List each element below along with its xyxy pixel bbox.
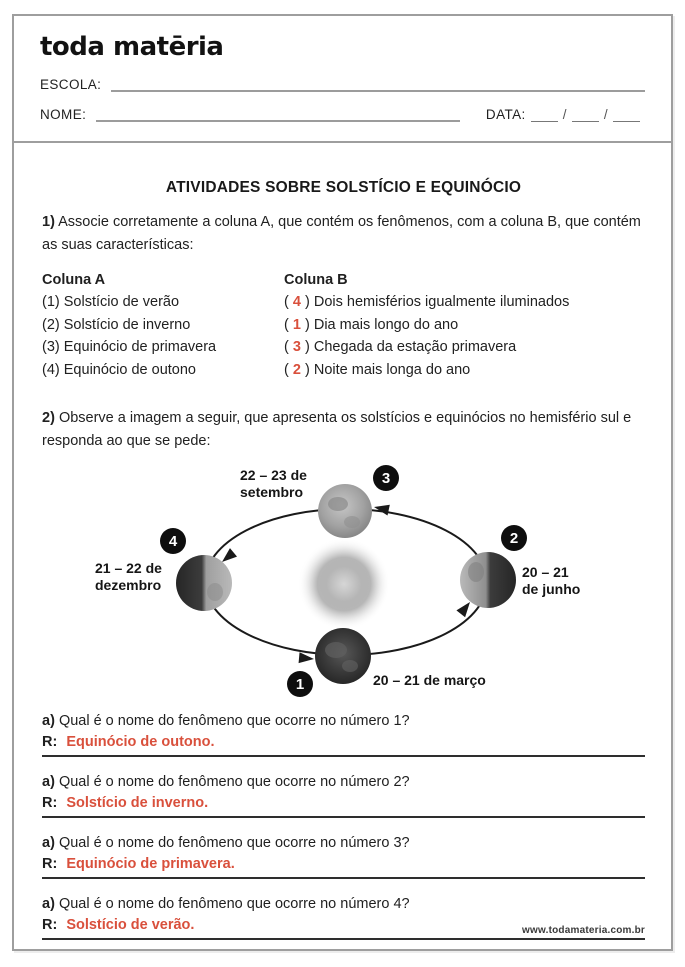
column-b-item <box>284 359 645 382</box>
answer-question <box>42 711 645 731</box>
answer-line <box>42 795 645 818</box>
item-text: Equinócio de primavera <box>63 339 217 355</box>
question2-paragraph <box>42 407 645 452</box>
match-columns <box>42 262 645 381</box>
date-line: 20 – 21 <box>522 564 569 580</box>
date-group <box>486 107 645 122</box>
date-label: DATA: <box>485 107 526 122</box>
sheet-body <box>14 179 671 940</box>
paren: ) <box>304 294 310 310</box>
seasons-diagram <box>14 454 671 706</box>
question1-text: Associe corretamente a coluna A, que contém os fenômenos, com a coluna B, que contém as suas características: <box>42 214 641 253</box>
earth-september-icon <box>318 484 372 538</box>
answer-prefix: a) <box>42 774 55 790</box>
answer-question <box>42 894 645 914</box>
question2-number: 2) <box>42 410 55 426</box>
badge-position-2: 2 <box>501 525 527 551</box>
answer-question <box>42 833 645 853</box>
column-b-item <box>284 314 645 337</box>
column-b-title: Coluna B <box>284 272 348 288</box>
column-a-item <box>42 291 284 314</box>
badge-position-3: 3 <box>373 465 399 491</box>
date-label-june <box>522 564 580 598</box>
brand-logo: toda matēria <box>40 32 224 62</box>
answer-text: Solstício de inverno. <box>66 795 209 811</box>
paren: ( <box>284 316 289 333</box>
answer-key-number: 4 <box>292 294 301 310</box>
answer-line <box>42 856 645 879</box>
earth-june-icon <box>460 552 516 608</box>
paren: ( <box>284 294 289 310</box>
date-slash: / <box>603 107 608 122</box>
date-line: 21 – 22 de <box>95 560 162 576</box>
answer-question-text: Qual é o nome do fenômeno que ocorre no número 3? <box>58 835 410 851</box>
date-line: dezembro <box>95 577 162 593</box>
name-row <box>40 107 645 122</box>
r-label: R: <box>42 795 58 811</box>
column-b-item <box>284 291 645 314</box>
paren: ) <box>304 339 310 355</box>
answer-block <box>42 833 645 879</box>
date-label-september <box>240 467 307 501</box>
earth-march-icon <box>315 628 371 684</box>
paren: ( <box>284 361 289 378</box>
item-number: (1) <box>42 294 60 310</box>
column-a-title: Coluna A <box>42 272 106 288</box>
answer-prefix: a) <box>42 835 55 851</box>
paren: ( <box>284 339 289 355</box>
date-line: setembro <box>240 484 304 500</box>
answer-line <box>42 734 645 757</box>
r-label: R: <box>42 917 58 933</box>
name-label: NOME: <box>40 107 87 122</box>
paren: ) <box>304 316 310 333</box>
school-row <box>40 77 645 92</box>
sun-icon <box>298 538 390 630</box>
school-label: ESCOLA: <box>40 77 102 92</box>
date-year-line <box>613 108 640 122</box>
item-text: Dois hemisférios igualmente iluminados <box>313 294 570 310</box>
answer-text: Equinócio de primavera. <box>66 856 235 872</box>
r-label: R: <box>42 856 58 872</box>
orbit-arrow-icon <box>373 502 390 516</box>
item-number: (3) <box>42 339 60 355</box>
item-text: Equinócio de outono <box>63 361 196 378</box>
answer-text: Equinócio de outono. <box>66 734 215 750</box>
answer-key-number: 2 <box>292 361 301 378</box>
worksheet-title: ATIVIDADES SOBRE SOLSTÍCIO E EQUINÓCIO <box>165 179 522 196</box>
column-a-item <box>42 359 284 382</box>
worksheet-page <box>12 14 673 951</box>
orbit-arrow-icon <box>299 652 315 664</box>
date-slash: / <box>562 107 567 122</box>
item-number: (2) <box>42 316 60 333</box>
answer-question-text: Qual é o nome do fenômeno que ocorre no número 1? <box>58 713 410 729</box>
r-label: R: <box>42 734 58 750</box>
column-b-item <box>284 336 645 359</box>
answer-key-number: 1 <box>292 316 301 333</box>
answer-question-text: Qual é o nome do fenômeno que ocorre no número 2? <box>58 774 410 790</box>
answer-key-number: 3 <box>292 339 301 355</box>
badge-position-4: 4 <box>160 528 186 554</box>
column-b <box>284 262 645 381</box>
answer-block <box>42 772 645 818</box>
answer-prefix: a) <box>42 713 55 729</box>
badge-position-1: 1 <box>287 671 313 697</box>
sheet-header <box>14 16 671 143</box>
answer-prefix: a) <box>42 896 55 912</box>
earth-december-icon <box>176 555 232 611</box>
date-line: 22 – 23 de <box>240 467 307 483</box>
date-label-march <box>373 672 486 689</box>
item-text: Solstício de verão <box>63 294 180 310</box>
answers-section <box>42 711 645 940</box>
question2-text: Observe a imagem a seguir, que apresenta os solstícios e equinócios no hemisfério sul e responda ao que se pede: <box>42 410 632 449</box>
column-a <box>42 262 284 381</box>
school-write-line <box>111 78 645 92</box>
question1-paragraph <box>42 211 645 256</box>
answer-question <box>42 772 645 792</box>
answer-text: Solstício de verão. <box>66 917 195 933</box>
item-text: Dia mais longo do ano <box>313 316 459 333</box>
date-line: de junho <box>522 581 581 597</box>
footer-url: www.todamateria.com.br <box>522 925 645 936</box>
answer-block <box>42 711 645 757</box>
date-month-line <box>572 108 599 122</box>
date-day-line <box>531 108 558 122</box>
item-number: (4) <box>42 361 60 378</box>
answer-question-text: Qual é o nome do fenômeno que ocorre no número 4? <box>58 896 410 912</box>
question1-number: 1) <box>42 214 55 230</box>
paren: ) <box>304 361 310 378</box>
column-a-item <box>42 336 284 359</box>
item-text: Solstício de inverno <box>63 316 191 333</box>
date-line: 20 – 21 de março <box>373 672 486 688</box>
name-write-line <box>96 108 460 122</box>
column-a-item <box>42 314 284 337</box>
date-label-december <box>95 560 162 594</box>
item-text: Chegada da estação primavera <box>313 339 517 355</box>
item-text: Noite mais longa do ano <box>313 361 471 378</box>
